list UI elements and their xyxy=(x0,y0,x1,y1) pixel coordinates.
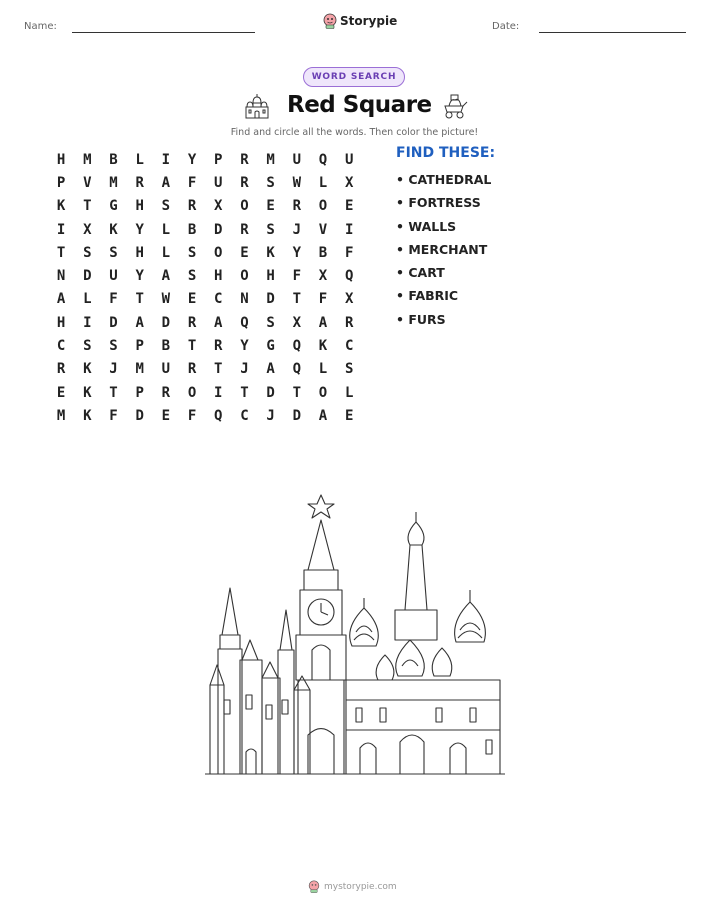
grid-cell[interactable]: L xyxy=(161,221,171,238)
grid-cell[interactable]: D xyxy=(161,314,171,331)
grid-cell[interactable]: T xyxy=(109,384,118,401)
grid-cell[interactable]: V xyxy=(318,221,328,238)
grid-cell[interactable]: Y xyxy=(240,338,249,355)
grid-cell[interactable]: D xyxy=(214,221,223,238)
grid-cell[interactable]: A xyxy=(214,314,223,331)
grid-cell[interactable]: T xyxy=(292,384,301,401)
grid-cell[interactable]: N xyxy=(240,291,249,308)
storypie-mascot-icon xyxy=(308,880,320,893)
word-item: • FABRIC xyxy=(396,288,459,304)
grid-cell[interactable]: C xyxy=(56,338,66,355)
grid-cell[interactable]: C xyxy=(240,407,249,424)
grid-cell[interactable]: N xyxy=(56,268,66,285)
grid-cell[interactable]: M xyxy=(266,151,275,168)
grid-cell[interactable]: E xyxy=(344,407,354,424)
grid-cell[interactable]: T xyxy=(56,244,66,261)
word-item: • FURS xyxy=(396,311,446,327)
grid-cell[interactable]: K xyxy=(109,221,118,238)
date-label: Date: xyxy=(492,21,520,32)
grid-cell[interactable]: V xyxy=(83,174,92,191)
grid-cell[interactable]: P xyxy=(56,174,66,191)
grid-cell[interactable]: P xyxy=(135,338,144,355)
grid-cell[interactable]: U xyxy=(214,174,223,191)
grid-cell[interactable]: J xyxy=(109,361,118,378)
grid-cell[interactable]: A xyxy=(56,291,66,308)
merchant-cart-icon xyxy=(439,92,469,120)
grid-cell[interactable]: O xyxy=(318,198,328,215)
grid-cell[interactable]: S xyxy=(83,244,92,261)
grid-cell[interactable]: D xyxy=(266,291,275,308)
grid-cell[interactable]: X xyxy=(318,268,328,285)
name-field-line[interactable] xyxy=(72,32,255,33)
grid-cell[interactable]: L xyxy=(318,174,328,191)
grid-cell[interactable]: U xyxy=(344,151,354,168)
grid-cell[interactable]: G xyxy=(109,198,118,215)
word-list xyxy=(396,172,491,335)
grid-cell[interactable]: R xyxy=(240,174,249,191)
grid-cell[interactable]: F xyxy=(187,174,197,191)
grid-cell[interactable]: W xyxy=(161,291,171,308)
grid-cell[interactable]: Q xyxy=(318,151,328,168)
date-field-line[interactable] xyxy=(539,32,686,33)
grid-cell[interactable]: R xyxy=(187,198,197,215)
grid-cell[interactable]: G xyxy=(266,338,275,355)
grid-cell[interactable]: E xyxy=(56,384,66,401)
word-item: • FORTRESS xyxy=(396,195,481,211)
grid-cell[interactable]: O xyxy=(318,384,328,401)
grid-cell[interactable]: Q xyxy=(292,338,301,355)
grid-cell[interactable]: T xyxy=(187,338,197,355)
grid-cell[interactable]: Q xyxy=(344,268,354,285)
grid-cell[interactable]: R xyxy=(240,151,249,168)
grid-cell[interactable]: S xyxy=(161,198,171,215)
grid-cell[interactable]: I xyxy=(56,221,66,238)
find-these-heading: FIND THESE: xyxy=(396,145,496,161)
grid-cell[interactable]: H xyxy=(135,198,144,215)
word-item: • CATHEDRAL xyxy=(396,172,492,187)
grid-cell[interactable]: X xyxy=(344,291,354,308)
grid-cell[interactable]: M xyxy=(56,407,66,424)
storypie-logo xyxy=(323,13,397,29)
grid-cell[interactable]: L xyxy=(318,361,328,378)
grid-cell[interactable]: A xyxy=(161,268,171,285)
grid-cell[interactable]: K xyxy=(266,244,275,261)
grid-cell[interactable]: H xyxy=(56,151,66,168)
grid-cell[interactable]: O xyxy=(214,244,223,261)
grid-cell[interactable]: F xyxy=(344,244,354,261)
kremlin-coloring-illustration xyxy=(200,490,510,780)
grid-cell[interactable]: Y xyxy=(292,244,301,261)
grid-cell[interactable]: W xyxy=(292,174,301,191)
grid-cell[interactable]: A xyxy=(266,361,275,378)
footer-url[interactable]: mystorypie.com xyxy=(324,881,397,892)
footer xyxy=(308,880,397,893)
grid-cell[interactable]: L xyxy=(83,291,92,308)
grid-cell[interactable]: X xyxy=(214,198,223,215)
grid-cell[interactable]: B xyxy=(161,338,171,355)
grid-cell[interactable]: R xyxy=(344,314,354,331)
name-label: Name: xyxy=(24,21,57,32)
grid-cell[interactable]: M xyxy=(135,361,144,378)
grid-cell[interactable]: X xyxy=(344,174,354,191)
grid-cell[interactable]: E xyxy=(344,198,354,215)
grid-cell[interactable]: M xyxy=(109,174,118,191)
cathedral-icon xyxy=(242,91,272,121)
grid-cell[interactable]: B xyxy=(318,244,328,261)
grid-cell[interactable]: B xyxy=(187,221,197,238)
grid-cell[interactable]: R xyxy=(240,221,249,238)
grid-cell[interactable]: R xyxy=(56,361,66,378)
grid-cell[interactable]: L xyxy=(344,384,354,401)
grid-cell[interactable]: S xyxy=(83,338,92,355)
grid-cell[interactable]: B xyxy=(109,151,118,168)
grid-cell[interactable]: S xyxy=(266,314,275,331)
grid-cell[interactable]: U xyxy=(292,151,301,168)
grid-cell[interactable]: O xyxy=(187,384,197,401)
grid-cell[interactable]: X xyxy=(292,314,301,331)
grid-cell[interactable]: T xyxy=(240,384,249,401)
grid-cell[interactable]: S xyxy=(109,244,118,261)
grid-cell[interactable]: T xyxy=(214,361,223,378)
grid-cell[interactable]: S xyxy=(266,174,275,191)
grid-cell[interactable]: F xyxy=(318,291,328,308)
grid-cell[interactable]: H xyxy=(266,268,275,285)
grid-cell[interactable]: D xyxy=(135,407,144,424)
grid-cell[interactable]: E xyxy=(161,407,171,424)
grid-cell[interactable]: T xyxy=(83,198,92,215)
grid-cell[interactable]: J xyxy=(240,361,249,378)
grid-cell[interactable]: F xyxy=(109,291,118,308)
grid-cell[interactable]: D xyxy=(292,407,301,424)
grid-cell[interactable]: R xyxy=(292,198,301,215)
grid-cell[interactable]: L xyxy=(135,151,144,168)
grid-cell[interactable]: E xyxy=(187,291,197,308)
grid-cell[interactable]: I xyxy=(83,314,92,331)
grid-cell[interactable]: J xyxy=(292,221,301,238)
grid-cell[interactable]: L xyxy=(161,244,171,261)
grid-cell[interactable]: R xyxy=(135,174,144,191)
grid-cell[interactable]: H xyxy=(56,314,66,331)
grid-cell[interactable]: S xyxy=(344,361,354,378)
grid-cell[interactable]: D xyxy=(109,314,118,331)
grid-cell[interactable]: T xyxy=(292,291,301,308)
grid-cell[interactable]: F xyxy=(187,407,197,424)
grid-cell[interactable]: X xyxy=(83,221,92,238)
grid-cell[interactable]: Y xyxy=(135,221,144,238)
grid-cell[interactable]: Y xyxy=(187,151,197,168)
storypie-mascot-icon xyxy=(323,13,337,29)
grid-cell[interactable]: H xyxy=(135,244,144,261)
grid-cell[interactable]: C xyxy=(344,338,354,355)
grid-cell[interactable]: R xyxy=(187,314,197,331)
grid-cell[interactable]: P xyxy=(214,151,223,168)
grid-cell[interactable]: A xyxy=(318,314,328,331)
word-search-badge: WORD SEARCH xyxy=(303,67,405,87)
grid-cell[interactable]: U xyxy=(161,361,171,378)
grid-cell[interactable]: O xyxy=(240,198,249,215)
word-item: • CART xyxy=(396,265,445,281)
grid-cell[interactable]: S xyxy=(266,221,275,238)
grid-cell[interactable]: F xyxy=(109,407,118,424)
grid-cell[interactable]: S xyxy=(187,244,197,261)
grid-cell[interactable]: I xyxy=(161,151,171,168)
grid-cell[interactable]: F xyxy=(292,268,301,285)
grid-cell[interactable]: P xyxy=(135,384,144,401)
grid-cell[interactable]: E xyxy=(240,244,249,261)
grid-cell[interactable]: M xyxy=(83,151,92,168)
grid-cell[interactable]: H xyxy=(214,268,223,285)
grid-cell[interactable]: A xyxy=(135,314,144,331)
grid-cell[interactable]: J xyxy=(266,407,275,424)
grid-cell[interactable]: S xyxy=(187,268,197,285)
grid-cell[interactable]: K xyxy=(56,198,66,215)
grid-cell[interactable]: D xyxy=(83,268,92,285)
instructions: Find and circle all the words. Then color the picture! xyxy=(230,127,479,138)
grid-cell[interactable]: C xyxy=(214,291,223,308)
grid-cell[interactable]: R xyxy=(187,361,197,378)
grid-cell[interactable]: U xyxy=(109,268,118,285)
grid-cell[interactable]: K xyxy=(83,384,92,401)
grid-cell[interactable]: O xyxy=(240,268,249,285)
grid-cell[interactable]: K xyxy=(83,407,92,424)
grid-cell[interactable]: K xyxy=(318,338,328,355)
grid-cell[interactable]: D xyxy=(266,384,275,401)
word-item: • MERCHANT xyxy=(396,241,488,257)
grid-cell[interactable]: E xyxy=(266,198,275,215)
letter-grid[interactable] xyxy=(48,148,362,428)
grid-cell[interactable]: Y xyxy=(135,268,144,285)
word-item: • WALLS xyxy=(396,218,457,234)
grid-cell[interactable]: Q xyxy=(240,314,249,331)
grid-cell[interactable]: R xyxy=(214,338,223,355)
grid-cell[interactable]: R xyxy=(161,384,171,401)
grid-cell[interactable]: K xyxy=(83,361,92,378)
grid-cell[interactable]: A xyxy=(161,174,171,191)
grid-cell[interactable]: Q xyxy=(214,407,223,424)
brand-name: Storypie xyxy=(340,14,398,28)
grid-cell[interactable]: T xyxy=(135,291,144,308)
grid-cell[interactable]: I xyxy=(214,384,223,401)
grid-cell[interactable]: Q xyxy=(292,361,301,378)
grid-cell[interactable]: A xyxy=(318,407,328,424)
grid-cell[interactable]: S xyxy=(109,338,118,355)
page-title: Red Square xyxy=(287,92,432,118)
grid-cell[interactable]: I xyxy=(344,221,354,238)
